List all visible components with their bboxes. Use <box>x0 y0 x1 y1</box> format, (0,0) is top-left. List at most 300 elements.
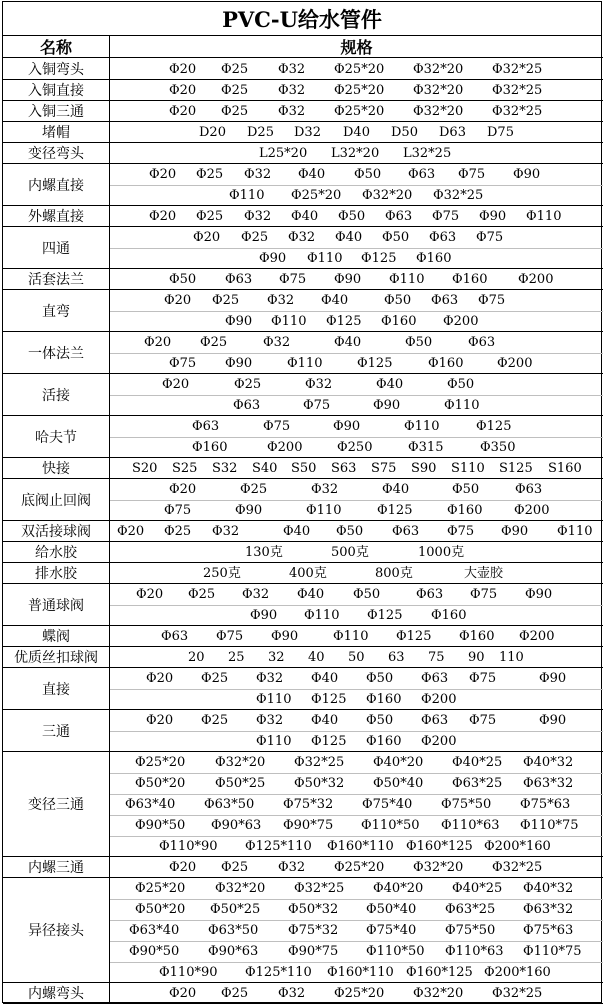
spec-value: Φ32*20 <box>362 188 413 203</box>
spec-value: Φ90*63 <box>211 818 262 833</box>
spec-value: Φ63*50 <box>208 923 259 938</box>
spec-value: Φ63*40 <box>129 923 180 938</box>
table-row-name: 外螺直接 <box>3 206 109 227</box>
spec-value: Φ40 <box>311 713 339 728</box>
spec-value: Φ200 <box>514 503 550 518</box>
table-row-name: 入铜三通 <box>3 101 109 122</box>
spec-value: Φ32 <box>244 209 272 224</box>
spec-value: 63 <box>388 650 405 665</box>
spec-value: Φ63 <box>408 167 436 182</box>
spec-value: 110 <box>499 650 524 665</box>
spec-value: Φ63*50 <box>204 797 255 812</box>
spec-value: S25 <box>172 461 198 476</box>
spec-value: Φ63*40 <box>125 797 176 812</box>
spec-value: Φ40 <box>291 209 319 224</box>
spec-value: Φ20 <box>169 986 197 1001</box>
spec-value: S40 <box>252 461 278 476</box>
spec-value: Φ90 <box>539 713 567 728</box>
spec-value: Φ160 <box>452 272 488 287</box>
spec-value: D40 <box>343 125 370 140</box>
spec-value: Φ90 <box>539 671 567 686</box>
spec-value: Φ50 <box>353 587 381 602</box>
spec-value: Φ25 <box>221 104 249 119</box>
spec-value: Φ160*125 <box>406 965 473 980</box>
spec-value: Φ75 <box>478 293 506 308</box>
spec-value: Φ125 <box>361 251 397 266</box>
row-divider <box>110 1003 603 1004</box>
spec-value: Φ350 <box>480 440 516 455</box>
header-name: 名称 <box>3 36 109 58</box>
spec-value: Φ50*25 <box>215 776 266 791</box>
header-spec: 规格 <box>110 36 603 58</box>
spec-value: L32*20 <box>331 146 380 161</box>
spec-value: Φ63 <box>515 482 543 497</box>
spec-value: Φ25*20 <box>135 755 186 770</box>
table-row-name: 堵帽 <box>3 122 109 143</box>
spec-value: Φ32*25 <box>492 986 543 1001</box>
spec-value: Φ200 <box>497 356 533 371</box>
sheet-title: PVC-U给水管件 <box>3 2 601 36</box>
spec-value: Φ63*25 <box>452 776 503 791</box>
spec-value: Φ20 <box>169 104 197 119</box>
spec-value: Φ125 <box>476 419 512 434</box>
spec-value: Φ90 <box>334 272 362 287</box>
spec-value: Φ32*20 <box>413 860 464 875</box>
spec-value: Φ50 <box>354 167 382 182</box>
spec-value: Φ32 <box>242 587 270 602</box>
price-sheet <box>2 1 602 1003</box>
spec-value: 75 <box>428 650 445 665</box>
spec-value: Φ32*20 <box>413 986 464 1001</box>
spec-value: Φ90 <box>259 251 287 266</box>
spec-value: Φ200 <box>421 734 457 749</box>
spec-value: Φ32 <box>263 335 291 350</box>
spec-value: Φ75 <box>216 629 244 644</box>
spec-value: Φ90*75 <box>283 818 334 833</box>
spec-value: S75 <box>371 461 397 476</box>
spec-value: Φ25*20 <box>334 986 385 1001</box>
spec-value: Φ90 <box>479 209 507 224</box>
table-row-name: 普通球阀 <box>3 584 109 626</box>
spec-value: Φ40*25 <box>452 881 503 896</box>
spec-value: Φ40 <box>376 377 404 392</box>
spec-value: Φ160 <box>447 503 483 518</box>
spec-value: Φ50 <box>169 272 197 287</box>
spec-value: Φ160 <box>416 251 452 266</box>
spec-value: Φ32*25 <box>294 755 345 770</box>
spec-value: S32 <box>212 461 238 476</box>
spec-value: Φ110 <box>271 314 307 329</box>
spec-value: Φ50*40 <box>373 776 424 791</box>
spec-value: Φ75 <box>169 356 197 371</box>
spec-value: Φ20 <box>149 209 177 224</box>
spec-value: 大壶胶 <box>464 566 504 581</box>
table-row-name: 变径三通 <box>3 752 109 857</box>
spec-value: 800克 <box>375 566 413 581</box>
spec-value: Φ25 <box>212 293 240 308</box>
spec-value: Φ25 <box>234 377 262 392</box>
spec-value: Φ75*40 <box>362 797 413 812</box>
spec-value: Φ32 <box>267 293 295 308</box>
spec-value: Φ50*20 <box>135 902 186 917</box>
spec-value: Φ32*20 <box>413 62 464 77</box>
spec-value: Φ50 <box>336 524 364 539</box>
spec-value: Φ110 <box>229 188 265 203</box>
spec-value: Φ110*75 <box>523 944 582 959</box>
spec-value: Φ110*63 <box>441 818 500 833</box>
spec-value: Φ90 <box>513 167 541 182</box>
spec-value: Φ63 <box>431 293 459 308</box>
spec-value: Φ40 <box>334 335 362 350</box>
table-row-name: 三通 <box>3 710 109 752</box>
spec-value: 400克 <box>289 566 327 581</box>
spec-value: Φ160 <box>366 692 402 707</box>
spec-value: Φ20 <box>146 713 174 728</box>
spec-value: Φ90 <box>501 524 529 539</box>
spec-value: Φ25*20 <box>334 104 385 119</box>
spec-value: Φ110 <box>306 503 342 518</box>
spec-value: Φ110 <box>526 209 562 224</box>
spec-value: Φ32 <box>278 62 306 77</box>
spec-value: Φ32*20 <box>413 104 464 119</box>
spec-value: Φ32*25 <box>294 881 345 896</box>
spec-value: Φ32 <box>305 377 333 392</box>
spec-value: D63 <box>439 125 466 140</box>
spec-value: Φ75 <box>303 398 331 413</box>
spec-value: Φ40 <box>335 230 363 245</box>
spec-value: S50 <box>291 461 317 476</box>
spec-value: Φ90 <box>525 587 553 602</box>
sub-row-divider <box>110 605 603 606</box>
spec-value: Φ40 <box>297 587 325 602</box>
spec-value: Φ32 <box>256 713 284 728</box>
spec-value: Φ90 <box>235 503 263 518</box>
table-row-name: 四通 <box>3 227 109 269</box>
spec-value: Φ20 <box>164 293 192 308</box>
spec-value: Φ63 <box>416 587 444 602</box>
table-row-name: 直弯 <box>3 290 109 332</box>
spec-value: Φ32*25 <box>492 860 543 875</box>
spec-value: Φ63 <box>161 629 189 644</box>
spec-value: Φ200 <box>267 440 303 455</box>
spec-value: Φ20 <box>117 524 145 539</box>
spec-value: Φ110 <box>333 629 369 644</box>
spec-value: Φ25 <box>201 713 229 728</box>
spec-value: Φ110 <box>404 419 440 434</box>
spec-value: Φ40*20 <box>373 881 424 896</box>
spec-value: Φ75*63 <box>520 797 571 812</box>
spec-value: 50 <box>348 650 365 665</box>
spec-value: S160 <box>548 461 582 476</box>
table-row-name: 排水胶 <box>3 563 109 584</box>
spec-value: Φ75 <box>476 230 504 245</box>
spec-value: Φ63 <box>421 713 449 728</box>
spec-value: Φ32*20 <box>413 83 464 98</box>
spec-value: 130克 <box>245 545 283 560</box>
spec-value: Φ50 <box>366 713 394 728</box>
spec-value: 40 <box>308 650 325 665</box>
spec-value: Φ32*25 <box>492 83 543 98</box>
spec-value: Φ32 <box>278 860 306 875</box>
spec-value: Φ40 <box>382 482 410 497</box>
spec-value: Φ50 <box>447 377 475 392</box>
spec-value: Φ125 <box>357 356 393 371</box>
spec-value: Φ32*25 <box>492 62 543 77</box>
sub-row-divider <box>110 395 603 396</box>
spec-value: Φ75 <box>164 503 192 518</box>
spec-value: Φ40 <box>298 167 326 182</box>
spec-value: Φ90 <box>333 419 361 434</box>
spec-value: D25 <box>247 125 274 140</box>
spec-value: Φ200 <box>518 272 554 287</box>
table-row-name: 内螺三通 <box>3 857 109 878</box>
spec-value: Φ20 <box>149 167 177 182</box>
spec-value: Φ25*20 <box>135 881 186 896</box>
spec-value: Φ20 <box>136 587 164 602</box>
spec-value: Φ200 <box>443 314 479 329</box>
spec-value: S63 <box>331 461 357 476</box>
spec-value: Φ50 <box>452 482 480 497</box>
spec-value: Φ50 <box>338 209 366 224</box>
spec-value: Φ110 <box>557 524 593 539</box>
spec-value: Φ25 <box>221 986 249 1001</box>
spec-value: Φ50 <box>382 230 410 245</box>
spec-value: Φ20 <box>193 230 221 245</box>
table-row-name: 直接 <box>3 668 109 710</box>
spec-value: Φ40 <box>321 293 349 308</box>
spec-value: Φ110*50 <box>361 818 420 833</box>
spec-value: Φ200*160 <box>484 965 551 980</box>
spec-value: Φ25 <box>221 62 249 77</box>
spec-value: 20 <box>188 650 205 665</box>
row-divider <box>110 709 603 710</box>
spec-value: Φ40 <box>283 524 311 539</box>
spec-value: S110 <box>451 461 485 476</box>
spec-value: Φ50*20 <box>135 776 186 791</box>
spec-value: Φ32*20 <box>215 755 266 770</box>
spec-value: Φ90*50 <box>129 944 180 959</box>
spec-value: Φ20 <box>169 83 197 98</box>
spec-value: Φ110*75 <box>520 818 579 833</box>
spec-value: D32 <box>294 125 321 140</box>
spec-value: S125 <box>499 461 533 476</box>
spec-value: 500克 <box>331 545 369 560</box>
table-row-name: 哈夫节 <box>3 416 109 458</box>
spec-value: Φ50 <box>366 671 394 686</box>
spec-value: 90 <box>468 650 485 665</box>
sub-row-divider <box>110 248 603 249</box>
spec-value: S20 <box>132 461 158 476</box>
table-row-name: 内螺直接 <box>3 164 109 206</box>
spec-value: Φ20 <box>144 335 172 350</box>
spec-value: Φ200 <box>519 629 555 644</box>
spec-value: Φ20 <box>169 482 197 497</box>
spec-value: Φ200 <box>421 692 457 707</box>
spec-value: D50 <box>391 125 418 140</box>
spec-value: Φ160 <box>192 440 228 455</box>
spec-value: Φ125 <box>311 692 347 707</box>
spec-value: Φ25 <box>200 335 228 350</box>
spec-value: Φ160 <box>428 356 464 371</box>
spec-value: Φ125*110 <box>245 839 312 854</box>
table-row-name: 给水胶 <box>3 542 109 563</box>
spec-value: Φ40*32 <box>523 755 574 770</box>
spec-value: Φ90 <box>271 629 299 644</box>
table-row-name: 蝶阀 <box>3 626 109 647</box>
spec-value: Φ32*25 <box>492 104 543 119</box>
spec-value: Φ50*40 <box>366 902 417 917</box>
row-divider <box>110 562 603 563</box>
spec-value: Φ110*50 <box>366 944 425 959</box>
spec-value: Φ90 <box>225 356 253 371</box>
spec-value: Φ90*75 <box>288 944 339 959</box>
sub-row-divider <box>110 731 603 732</box>
spec-value: Φ50 <box>405 335 433 350</box>
spec-value: Φ25 <box>240 482 268 497</box>
spec-value: Φ75*50 <box>445 923 496 938</box>
spec-value: Φ63 <box>225 272 253 287</box>
spec-value: Φ20 <box>146 671 174 686</box>
spec-value: Φ110 <box>256 734 292 749</box>
spec-value: Φ25 <box>201 671 229 686</box>
spec-value: Φ160 <box>381 314 417 329</box>
spec-value: Φ25 <box>241 230 269 245</box>
table-row-name: 底阀止回阀 <box>3 479 109 521</box>
spec-value: Φ200*160 <box>484 839 551 854</box>
spec-value: Φ63*32 <box>523 776 574 791</box>
spec-value: Φ110*90 <box>159 965 218 980</box>
spec-value: Φ32 <box>244 167 272 182</box>
spec-value: Φ125*110 <box>245 965 312 980</box>
spec-value: Φ75*50 <box>441 797 492 812</box>
spec-value: Φ110 <box>444 398 480 413</box>
table-row-name: 活套法兰 <box>3 269 109 290</box>
spec-value: 32 <box>268 650 285 665</box>
spec-value: Φ25 <box>196 167 224 182</box>
spec-value: Φ90*63 <box>208 944 259 959</box>
spec-value: Φ32 <box>212 524 240 539</box>
spec-value: Φ75 <box>432 209 460 224</box>
spec-value: Φ20 <box>169 860 197 875</box>
spec-value: Φ63 <box>385 209 413 224</box>
spec-value: Φ63 <box>421 671 449 686</box>
spec-value: Φ75*63 <box>523 923 574 938</box>
spec-value: Φ63 <box>429 230 457 245</box>
spec-value: Φ110 <box>389 272 425 287</box>
spec-value: D20 <box>199 125 226 140</box>
spec-value: Φ32 <box>288 230 316 245</box>
spec-value: L25*20 <box>259 146 308 161</box>
spec-value: Φ32 <box>278 83 306 98</box>
spec-value: Φ63*25 <box>445 902 496 917</box>
spec-value: Φ125 <box>377 503 413 518</box>
spec-value: Φ90 <box>373 398 401 413</box>
table-row-name: 变径弯头 <box>3 143 109 164</box>
spec-value: Φ90 <box>225 314 253 329</box>
spec-value: Φ125 <box>396 629 432 644</box>
spec-value: Φ20 <box>169 62 197 77</box>
spec-value: Φ25 <box>164 524 192 539</box>
spec-value: Φ125 <box>326 314 362 329</box>
spec-value: Φ90 <box>250 608 278 623</box>
spec-value: Φ63 <box>468 335 496 350</box>
sub-row-divider <box>110 185 603 186</box>
spec-value: Φ75*40 <box>366 923 417 938</box>
spec-value: Φ40*32 <box>523 881 574 896</box>
spec-value: Φ63*32 <box>523 902 574 917</box>
spec-value: Φ75 <box>469 671 497 686</box>
spec-value: Φ63 <box>392 524 420 539</box>
spec-value: Φ25*20 <box>334 62 385 77</box>
spec-value: Φ90*50 <box>135 818 186 833</box>
spec-value: Φ50*32 <box>288 902 339 917</box>
spec-value: Φ25*20 <box>334 860 385 875</box>
table-row-name: 双活接球阀 <box>3 521 109 542</box>
table-row-name: 内螺弯头 <box>3 983 109 1004</box>
spec-value: Φ75 <box>458 167 486 182</box>
spec-value: Φ75 <box>279 272 307 287</box>
table-row-name: 优质丝扣球阀 <box>3 647 109 668</box>
row-divider <box>110 667 603 668</box>
spec-value: S90 <box>411 461 437 476</box>
spec-value: Φ110 <box>256 692 292 707</box>
spec-value: Φ75 <box>469 713 497 728</box>
table-row-name: 入铜直接 <box>3 80 109 101</box>
spec-value: Φ125 <box>311 734 347 749</box>
spec-value: Φ25*20 <box>291 188 342 203</box>
spec-value: 1000克 <box>418 545 465 560</box>
spec-value: Φ160*110 <box>327 839 394 854</box>
spec-value: 25 <box>228 650 245 665</box>
spec-value: 250克 <box>203 566 241 581</box>
spec-value: Φ32 <box>256 671 284 686</box>
table-row-name: 快接 <box>3 458 109 479</box>
spec-value: Φ160 <box>366 734 402 749</box>
table-row-name: 入铜弯头 <box>3 59 109 80</box>
spec-value: Φ50*32 <box>294 776 345 791</box>
spec-value: Φ75*32 <box>283 797 334 812</box>
spec-value: Φ63 <box>233 398 261 413</box>
spec-value: Φ25*20 <box>334 83 385 98</box>
spec-value: Φ110 <box>304 608 340 623</box>
spec-value: Φ25 <box>221 860 249 875</box>
spec-value: Φ20 <box>162 377 190 392</box>
sub-row-divider <box>110 689 603 690</box>
spec-value: Φ32 <box>278 104 306 119</box>
spec-value: Φ75 <box>263 419 291 434</box>
spec-value: Φ160*125 <box>406 839 473 854</box>
spec-value: Φ110*63 <box>445 944 504 959</box>
spec-value: Φ50*25 <box>210 902 261 917</box>
spec-value: Φ110 <box>307 251 343 266</box>
spec-value: Φ160 <box>431 608 467 623</box>
spec-value: Φ32*20 <box>215 881 266 896</box>
spec-value: Φ50 <box>384 293 412 308</box>
spec-value: Φ110 <box>287 356 323 371</box>
spec-value: Φ160 <box>459 629 495 644</box>
spec-value: Φ32 <box>278 986 306 1001</box>
spec-value: Φ125 <box>367 608 403 623</box>
spec-value: Φ32 <box>311 482 339 497</box>
table-row-name: 异径接头 <box>3 878 109 983</box>
table-row-name: 一体法兰 <box>3 332 109 374</box>
spec-value: Φ40*20 <box>373 755 424 770</box>
spec-value: Φ40*25 <box>452 755 503 770</box>
spec-value: Φ315 <box>408 440 444 455</box>
spec-value: Φ25 <box>196 209 224 224</box>
spec-value: Φ63 <box>192 419 220 434</box>
spec-value: Φ40 <box>311 671 339 686</box>
